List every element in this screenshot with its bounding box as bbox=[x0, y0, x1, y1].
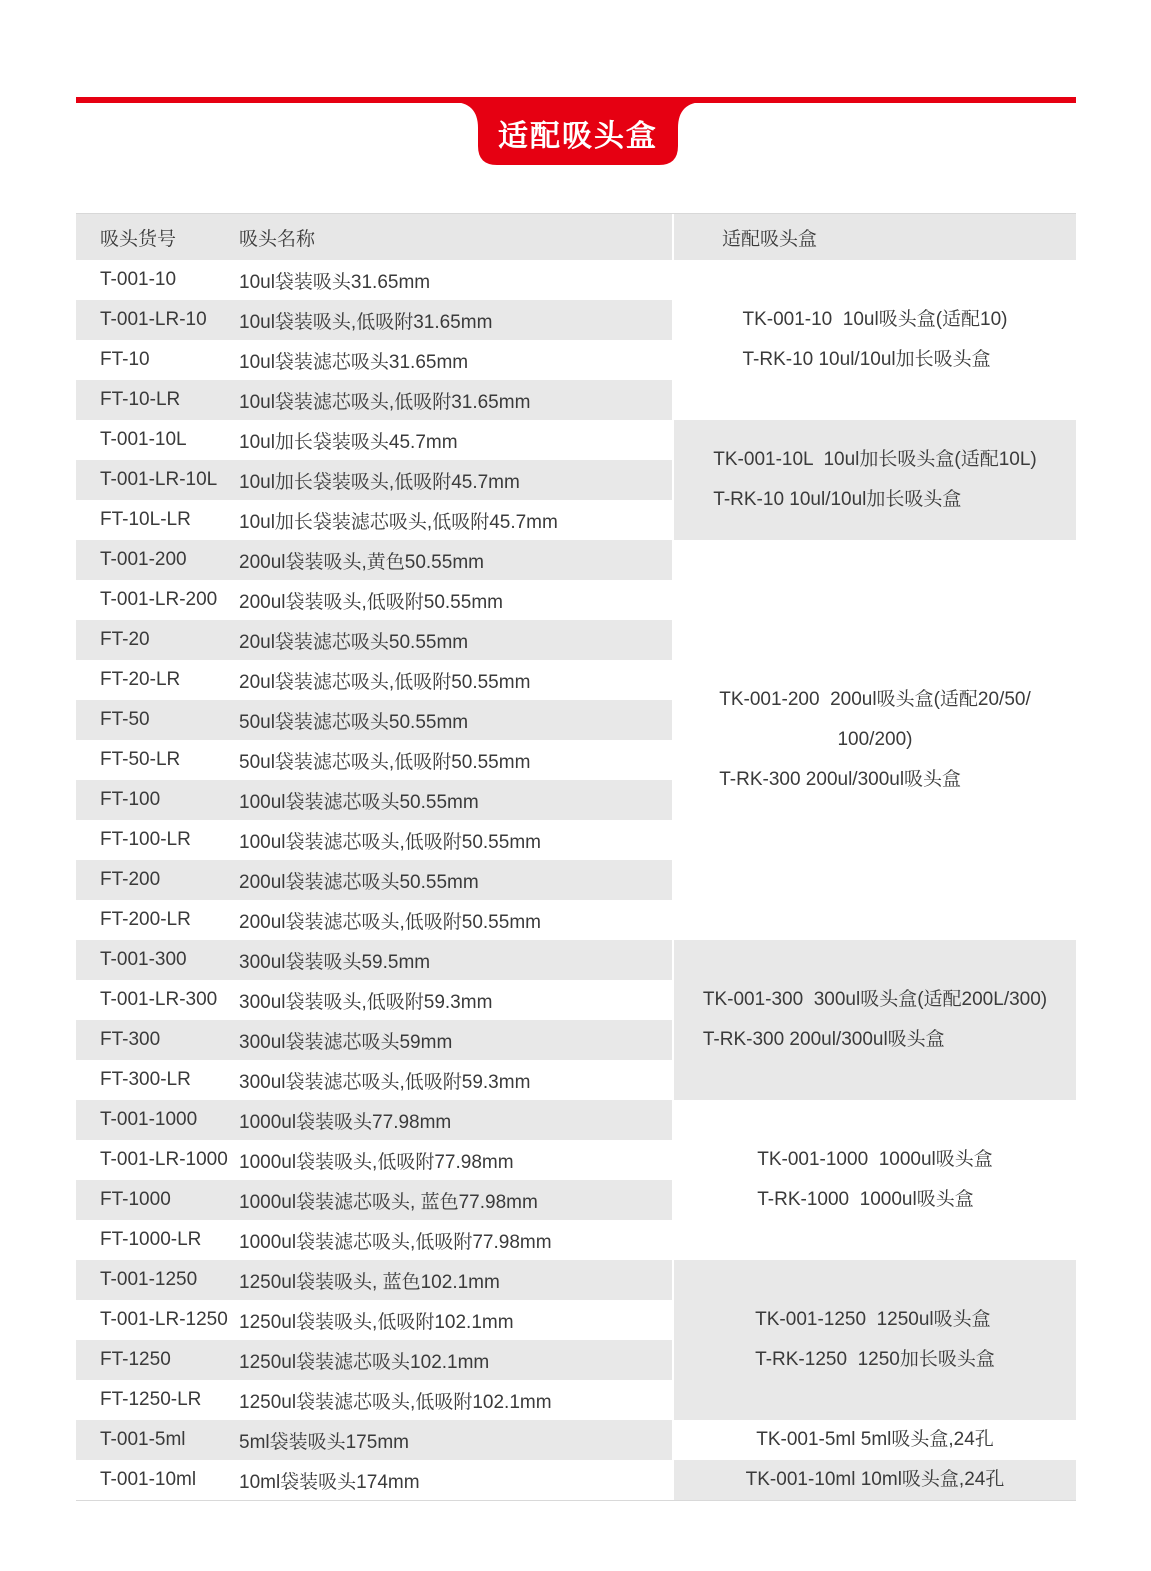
tip-code-cell: FT-100 bbox=[100, 789, 161, 810]
tip-name-cell: 200ul袋装吸头,低吸附50.55mm bbox=[239, 591, 503, 613]
tip-code-cell: T-001-LR-1000 bbox=[100, 1149, 228, 1170]
tip-name-cell: 10ul加长袋装吸头,低吸附45.7mm bbox=[239, 471, 520, 493]
tip-code-cell: T-001-10 bbox=[100, 269, 177, 290]
tip-name-cell: 10ml袋装吸头174mm bbox=[239, 1471, 420, 1493]
tip-code-cell: T-001-LR-200 bbox=[100, 589, 218, 610]
compat-box-text bbox=[746, 1460, 1005, 1500]
tip-code-cell: FT-10 bbox=[100, 349, 150, 370]
compat-box-line: 100/200) bbox=[837, 729, 913, 750]
tip-name-cell: 1000ul袋装滤芯吸头,低吸附77.98mm bbox=[239, 1231, 552, 1253]
compat-box-line: T-RK-10 10ul/10ul加长吸头盒 bbox=[713, 489, 962, 510]
tip-code-cell: FT-300 bbox=[100, 1029, 161, 1050]
tip-name-cell: 200ul袋装滤芯吸头50.55mm bbox=[239, 871, 479, 893]
tip-code-cell: T-001-LR-10 bbox=[100, 309, 207, 330]
compat-box-group bbox=[674, 1460, 1076, 1500]
tip-code-cell: FT-1250 bbox=[100, 1349, 171, 1370]
tip-code-cell: T-001-LR-1250 bbox=[100, 1309, 228, 1330]
table-row bbox=[76, 1100, 672, 1140]
table-row bbox=[76, 380, 672, 420]
compat-box-group bbox=[674, 1100, 1076, 1260]
compat-box-line: T-RK-1000 1000ul吸头盒 bbox=[757, 1189, 974, 1210]
tip-code-cell: FT-50 bbox=[100, 709, 150, 730]
tip-code-cell: T-001-10ml bbox=[100, 1469, 197, 1490]
table-row bbox=[76, 1460, 672, 1500]
compat-box-line: TK-001-10L 10ul加长吸头盒(适配10L) bbox=[713, 449, 1037, 470]
compat-box-text bbox=[713, 440, 1036, 520]
table-row bbox=[76, 300, 672, 340]
table-row bbox=[76, 860, 672, 900]
compat-box-text bbox=[757, 1140, 993, 1220]
table-row bbox=[76, 580, 672, 620]
table-row bbox=[76, 980, 672, 1020]
tip-name-cell: 1250ul袋装滤芯吸头102.1mm bbox=[239, 1351, 490, 1373]
compat-box-line: TK-001-10ml 10ml吸头盒,24孔 bbox=[745, 1469, 1005, 1490]
table-row bbox=[76, 260, 672, 300]
compat-box-text bbox=[756, 1420, 994, 1460]
tip-code-cell: FT-20 bbox=[100, 629, 150, 650]
tip-name-cell: 20ul袋装滤芯吸头50.55mm bbox=[239, 631, 469, 653]
tip-code-cell: FT-200 bbox=[100, 869, 161, 890]
table-row bbox=[76, 540, 672, 580]
tip-code-cell: T-001-LR-10L bbox=[100, 469, 218, 490]
tip-name-cell: 1000ul袋装吸头77.98mm bbox=[239, 1111, 452, 1133]
tip-name-cell: 1250ul袋装吸头,低吸附102.1mm bbox=[239, 1311, 514, 1333]
compat-box-text bbox=[755, 1300, 995, 1380]
compat-box-line: TK-001-1250 1250ul吸头盒 bbox=[755, 1309, 991, 1330]
compat-box-text bbox=[742, 300, 1007, 380]
tip-rows bbox=[76, 260, 672, 1500]
header-tip-name: 吸头名称 bbox=[239, 228, 316, 250]
compat-box-group bbox=[674, 260, 1076, 420]
tip-name-cell: 10ul袋装吸头31.65mm bbox=[239, 271, 431, 293]
tip-name-cell: 10ul加长袋装滤芯吸头,低吸附45.7mm bbox=[239, 511, 558, 533]
tip-code-cell: FT-10-LR bbox=[100, 389, 181, 410]
compat-box-line: TK-001-1000 1000ul吸头盒 bbox=[757, 1149, 993, 1170]
table-row bbox=[76, 740, 672, 780]
tip-name-cell: 1000ul袋装滤芯吸头, 蓝色77.98mm bbox=[239, 1191, 538, 1213]
tip-name-cell: 5ml袋装吸头175mm bbox=[239, 1431, 409, 1453]
tip-code-cell: FT-300-LR bbox=[100, 1069, 191, 1090]
tip-code-cell: FT-10L-LR bbox=[100, 509, 191, 530]
tip-name-cell: 1250ul袋装滤芯吸头,低吸附102.1mm bbox=[239, 1391, 552, 1413]
tip-code-cell: FT-1000-LR bbox=[100, 1229, 202, 1250]
compat-box-text bbox=[703, 980, 1047, 1060]
table-row bbox=[76, 1380, 672, 1420]
compat-box-group bbox=[674, 1420, 1076, 1460]
tip-code-cell: T-001-5ml bbox=[100, 1429, 186, 1450]
table-row bbox=[76, 340, 672, 380]
tip-name-cell: 1250ul袋装吸头, 蓝色102.1mm bbox=[239, 1271, 500, 1293]
table-row bbox=[76, 620, 672, 660]
compat-box-line: TK-001-5ml 5ml吸头盒,24孔 bbox=[756, 1429, 994, 1450]
header-compat-box: 适配吸头盒 bbox=[672, 214, 1076, 260]
tip-name-cell: 10ul袋装吸头,低吸附31.65mm bbox=[239, 311, 493, 333]
compat-box-line: T-RK-10 10ul/10ul加长吸头盒 bbox=[742, 349, 991, 370]
tip-code-cell: FT-100-LR bbox=[100, 829, 191, 850]
tip-code-cell: FT-50-LR bbox=[100, 749, 181, 770]
table-row bbox=[76, 1420, 672, 1460]
tip-code-cell: FT-1000 bbox=[100, 1189, 171, 1210]
tip-name-cell: 10ul袋装滤芯吸头,低吸附31.65mm bbox=[239, 391, 531, 413]
table-row bbox=[76, 460, 672, 500]
tip-name-cell: 100ul袋装滤芯吸头,低吸附50.55mm bbox=[239, 831, 541, 853]
table-row bbox=[76, 1020, 672, 1060]
compat-box-line: TK-001-200 200ul吸头盒(适配20/50/ bbox=[719, 689, 1031, 710]
compat-box-group bbox=[674, 1260, 1076, 1420]
tip-code-cell: FT-200-LR bbox=[100, 909, 191, 930]
table-row bbox=[76, 780, 672, 820]
tip-name-cell: 300ul袋装吸头59.5mm bbox=[239, 951, 431, 973]
tip-name-cell: 100ul袋装滤芯吸头50.55mm bbox=[239, 791, 479, 813]
tip-code-cell: FT-1250-LR bbox=[100, 1389, 202, 1410]
tip-name-cell: 300ul袋装吸头,低吸附59.3mm bbox=[239, 991, 493, 1013]
table-row bbox=[76, 1300, 672, 1340]
compat-box-line: TK-001-300 300ul吸头盒(适配200L/300) bbox=[702, 989, 1048, 1010]
compat-box-group bbox=[674, 540, 1076, 940]
table-row bbox=[76, 700, 672, 740]
table-row bbox=[76, 1180, 672, 1220]
header-tip-code: 吸头货号 bbox=[100, 228, 177, 250]
table-row bbox=[76, 940, 672, 980]
tip-compat-table bbox=[76, 213, 1076, 1501]
tip-code-cell: T-001-1000 bbox=[100, 1109, 198, 1130]
tip-code-cell: T-001-LR-300 bbox=[100, 989, 218, 1010]
tip-name-cell: 10ul袋装滤芯吸头31.65mm bbox=[239, 351, 469, 373]
compat-box-line: T-RK-300 200ul/300ul吸头盒 bbox=[702, 1029, 945, 1050]
table-row bbox=[76, 900, 672, 940]
table-row bbox=[76, 1140, 672, 1180]
compat-groups bbox=[672, 260, 1076, 1500]
table-row bbox=[76, 1260, 672, 1300]
tip-name-cell: 300ul袋装滤芯吸头59mm bbox=[239, 1031, 453, 1053]
tip-name-cell: 20ul袋装滤芯吸头,低吸附50.55mm bbox=[239, 671, 531, 693]
compat-box-line: T-RK-1250 1250加长吸头盒 bbox=[755, 1349, 995, 1370]
tip-name-cell: 300ul袋装滤芯吸头,低吸附59.3mm bbox=[239, 1071, 531, 1093]
tip-code-cell: T-001-1250 bbox=[100, 1269, 198, 1290]
table-row bbox=[76, 1220, 672, 1260]
compat-box-group bbox=[674, 420, 1076, 540]
table-header-row bbox=[76, 213, 1076, 260]
table-body bbox=[76, 260, 1076, 1501]
page-title: 适配吸头盒 bbox=[498, 120, 658, 153]
table-row bbox=[76, 1060, 672, 1100]
tip-code-cell: T-001-10L bbox=[100, 429, 187, 450]
compat-box-group bbox=[674, 940, 1076, 1100]
tip-name-cell: 10ul加长袋装吸头45.7mm bbox=[239, 431, 458, 453]
table-row bbox=[76, 820, 672, 860]
table-row bbox=[76, 420, 672, 460]
tip-name-cell: 200ul袋装吸头,黄色50.55mm bbox=[239, 551, 484, 573]
tip-name-cell: 200ul袋装滤芯吸头,低吸附50.55mm bbox=[239, 911, 541, 933]
tip-name-cell: 50ul袋装滤芯吸头50.55mm bbox=[239, 711, 469, 733]
tip-name-cell: 1000ul袋装吸头,低吸附77.98mm bbox=[239, 1151, 514, 1173]
table-row bbox=[76, 660, 672, 700]
tip-code-cell: FT-20-LR bbox=[100, 669, 181, 690]
tip-code-cell: T-001-300 bbox=[100, 949, 187, 970]
compat-box-line: T-RK-300 200ul/300ul吸头盒 bbox=[719, 769, 962, 790]
tip-name-cell: 50ul袋装滤芯吸头,低吸附50.55mm bbox=[239, 751, 531, 773]
compat-box-line: TK-001-10 10ul吸头盒(适配10) bbox=[742, 309, 1008, 330]
table-row bbox=[76, 1340, 672, 1380]
compat-box-text bbox=[719, 680, 1031, 800]
tip-code-cell: T-001-200 bbox=[100, 549, 187, 570]
table-row bbox=[76, 500, 672, 540]
